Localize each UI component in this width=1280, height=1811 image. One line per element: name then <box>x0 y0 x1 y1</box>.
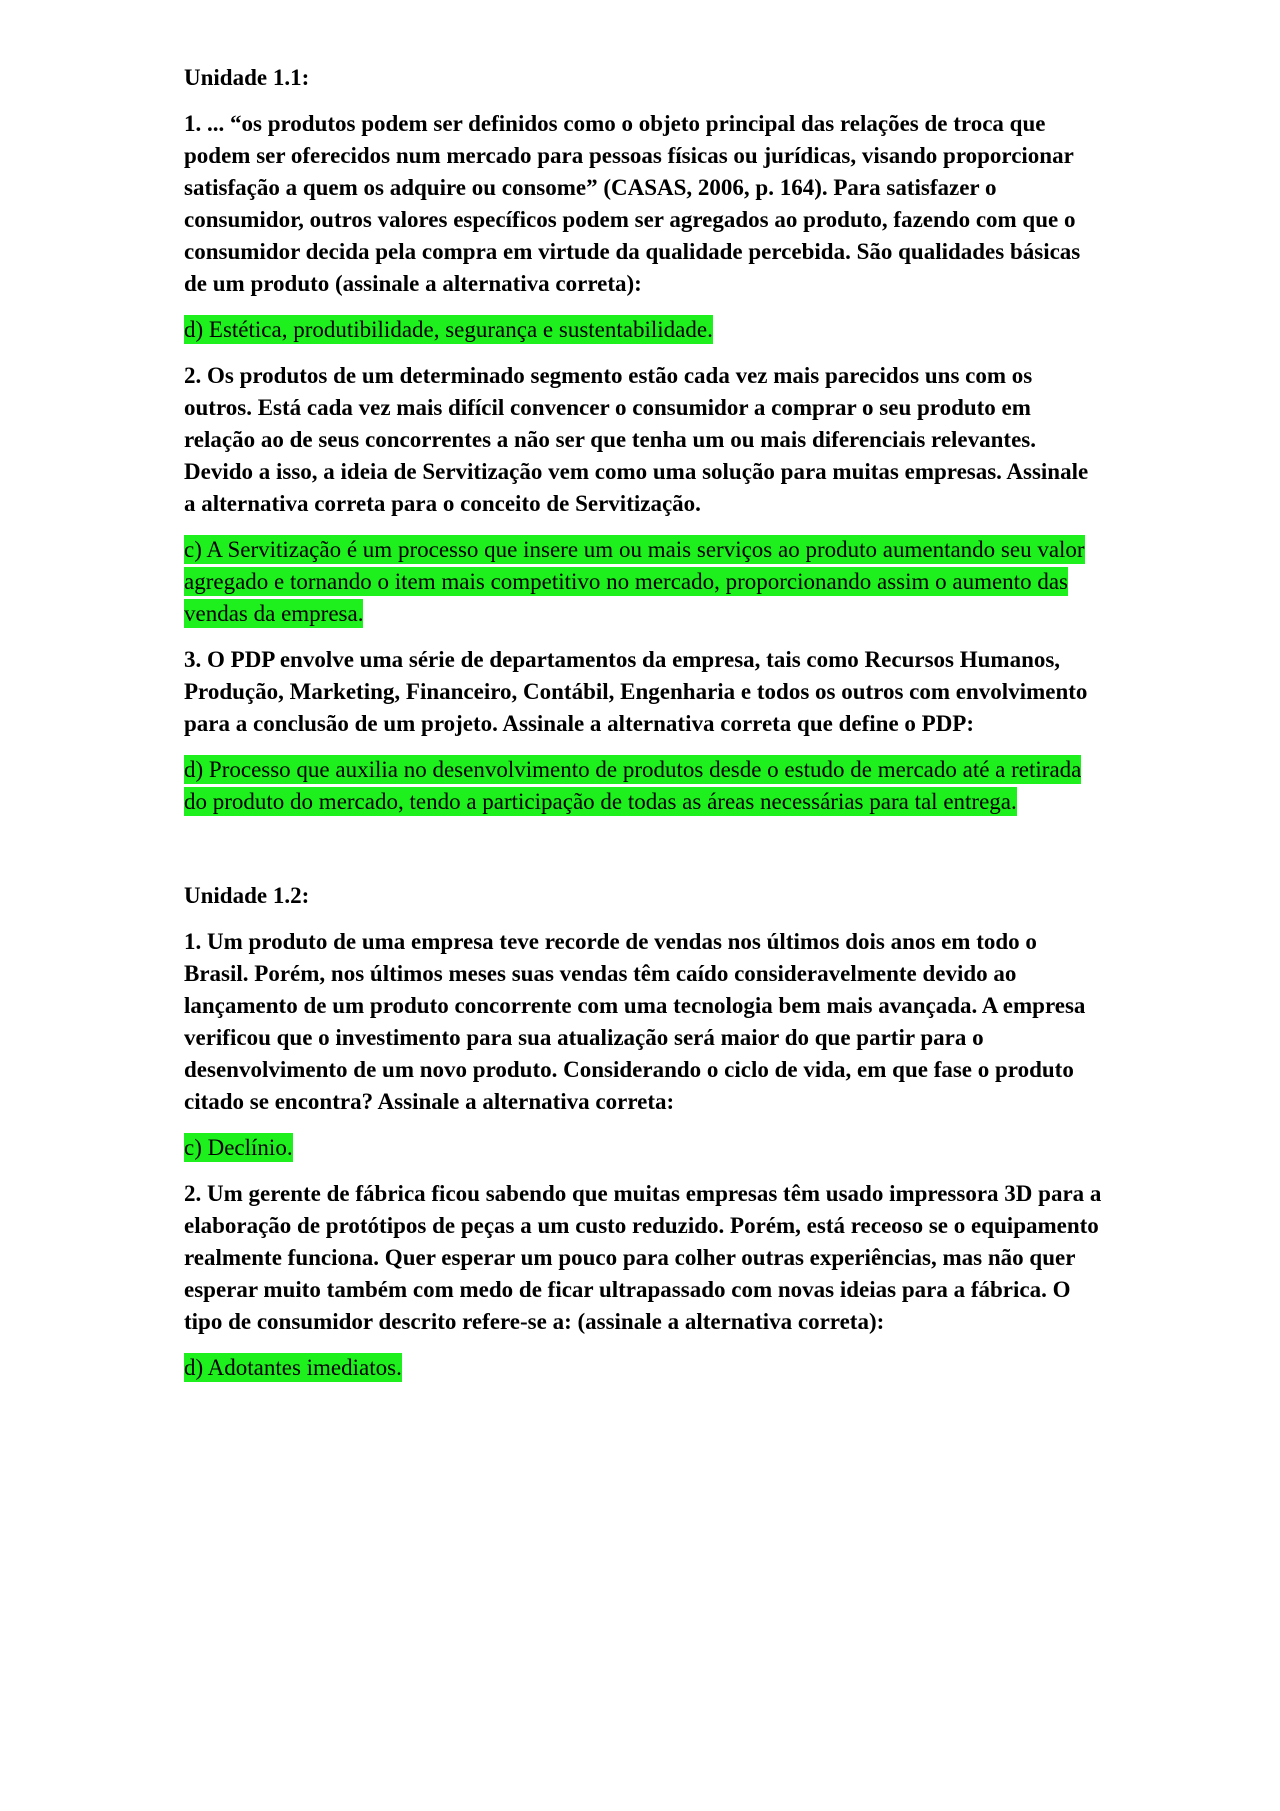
answer <box>184 1352 1104 1384</box>
unit-section <box>184 62 1104 818</box>
answer <box>184 314 1104 346</box>
answer-highlight: c) A Servitização é um processo que insere um ou mais serviços ao produto aumentando seu valor agregado e tornando o item mais competitivo no mercado, proporcionando assim o aumento das vendas da empresa. <box>184 537 1085 626</box>
answer <box>184 534 1104 630</box>
answer-highlight: d) Processo que auxilia no desenvolvimento de produtos desde o estudo de mercado até a retirada do produto do mercado, tendo a participação de todas as áreas necessárias para tal entrega. <box>184 757 1082 814</box>
answer <box>184 1132 1104 1164</box>
unit-section <box>184 880 1104 1384</box>
question-text: 2. Os produtos de um determinado segmento estão cada vez mais parecidos uns com os outros. Está cada vez mais difícil convencer o consumidor a comprar o seu produto em relação ao de seus concorrentes a não ser que tenha um ou mais diferenciais relevantes. Devido a isso, a ideia de Servitização vem como uma solução para muitas empresas. Assinale a alternativa correta para o conceito de Servitização. <box>184 363 1089 516</box>
answer-highlight: d) Adotantes imediatos. <box>184 1355 402 1380</box>
question-text: 1. ... “os produtos podem ser definidos como o objeto principal das relações de troca que podem ser oferecidos num mercado para pessoas físicas ou jurídicas, visando proporcionar satisfação a quem os adquire ou consome” (CASAS, 2006, p. 164). Para satisfazer o consumidor, outros valores específicos podem ser agregados ao produto, fazendo com que o consumidor decida pela compra em virtude da qualidade percebida. São qualidades básicas de um produto (assinale a alternativa correta): <box>184 111 1081 296</box>
answer-highlight: d) Estética, produtibilidade, segurança e sustentabilidade. <box>184 317 713 342</box>
unit-title: Unidade 1.1: <box>184 65 310 90</box>
question-text: 1. Um produto de uma empresa teve recorde de vendas nos últimos dois anos em todo o Brasil. Porém, nos últimos meses suas vendas têm caído consideravelmente devido ao lançamento de um produto concorrente com uma tecnologia bem mais avançada. A empresa verificou que o investimento para sua atualização será maior do que partir para o desenvolvimento de um novo produto. Considerando o ciclo de vida, em que fase o produto citado se encontra? Assinale a alternativa correta: <box>184 929 1086 1114</box>
section-spacer <box>184 832 1104 880</box>
document-content <box>184 62 1104 1398</box>
question-text: 3. O PDP envolve uma série de departamentos da empresa, tais como Recursos Humanos, Produção, Marketing, Financeiro, Contábil, Engenharia e todos os outros com envolvimento para a conclusão de um projeto. Assinale a alternativa correta que define o PDP: <box>184 647 1088 736</box>
answer-highlight: c) Declínio. <box>184 1135 293 1160</box>
question-text: 2. Um gerente de fábrica ficou sabendo que muitas empresas têm usado impressora 3D para a elaboração de protótipos de peças a um custo reduzido. Porém, está receoso se o equipamento realmente funciona. Quer esperar um pouco para colher outras experiências, mas não quer esperar muito também com medo de ficar ultrapassado com novas ideias para a fábrica. O tipo de consumidor descrito refere-se a: (assinale a alternativa correta): <box>184 1181 1102 1334</box>
answer <box>184 754 1104 818</box>
unit-title: Unidade 1.2: <box>184 883 310 908</box>
